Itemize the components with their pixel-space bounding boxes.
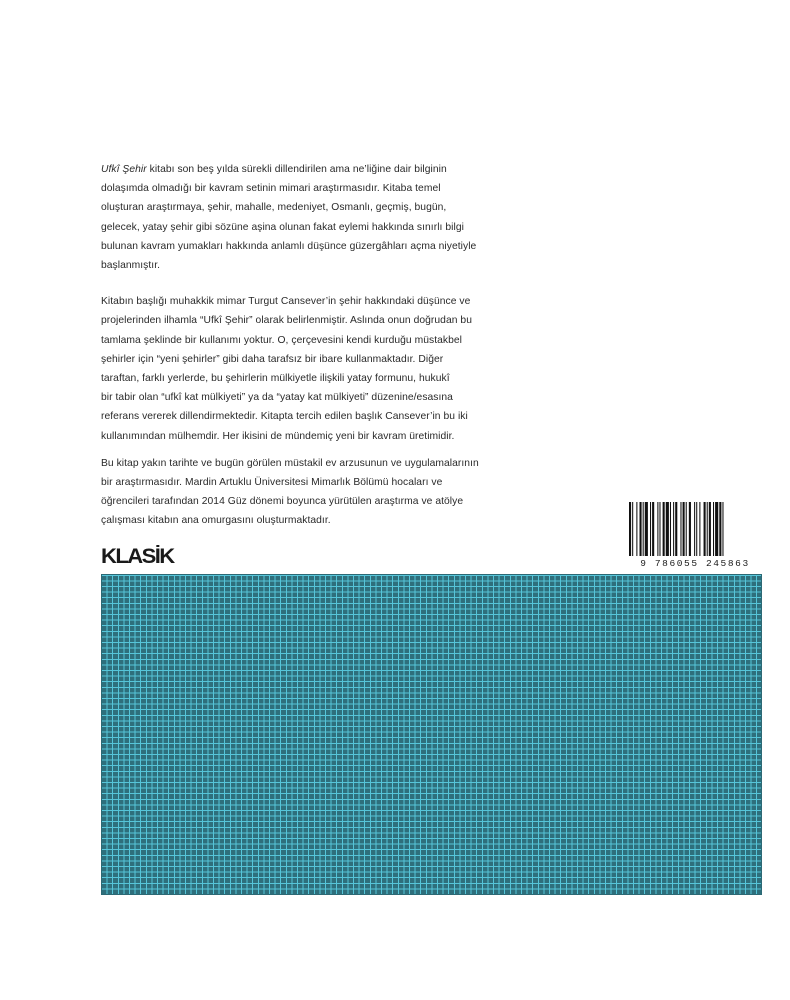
paragraph-1 [101, 160, 511, 275]
publisher-logo: KLASİK [101, 545, 174, 568]
grid-pattern [101, 574, 762, 895]
paragraph-2: Kitabın başlığı muhakkik mimar Turgut Cansever’in şehir hakkındaki düşünce ve projelerinden ilhamla “Ufkî Şehir” olarak belirlenmiştir. Aslında onun doğrudan bu tamlama şeklinde bir kullanımı yoktur. O, çerçevesini kendi kurduğu müstakbel şehirler için “yeni şehirler” gibi daha tarafsız bir ibare kullanmaktadır. Diğer taraftan, farklı yerlerde, bu şehirlerin mülkiyetle ilişkili yatay formunu, hukukî bir tabir olan “ufkî kat mülkiyeti” ya da “yatay kat mülkiyeti” düzenine/esasına referans vererek dillendirmektedir. Kitapta tercih edilen başlık Cansever’in bu iki kullanımından mülhemdir. Her ikisini de mündemiç yeni bir kavram üretimidir. [101, 296, 472, 442]
book-title-italic: Ufkî Şehir [101, 164, 147, 175]
paragraph-1-text: kitabı son beş yılda sürekli dillendirilen ama ne’liğine dair bilginin dolaşımda olmadığı bir kavram setinin mimari araştırmasıdır. Kitaba temel oluşturan araştırmaya, şehir, mahalle, medeniyet, Osmanlı, geçmiş, bugün, gelecek, yatay şehir gibi sözüne aşina olunan fakat eylemi hakkında sınırlı bilgi bulunan kavram yumakları hakkında anlamlı düşünce güzergâhları açma niyetiyle başlanmıştır. [101, 164, 477, 272]
barcode-bars [628, 502, 762, 556]
back-cover-text [101, 160, 511, 531]
isbn-number: 9 786055 245863 [640, 558, 750, 569]
paragraph-3: Bu kitap yakın tarihte ve bugün görülen müstakil ev arzusunun ve uygulamalarının bir araştırmasıdır. Mardin Artuklu Üniversitesi Mimarlık Bölümü hocaları ve öğrencileri tarafından 2014 Güz dönemi boyunca yürütülen araştırma ve atölye çalışması kitabın ana omurgasını oluşturmaktadır. [101, 457, 479, 527]
